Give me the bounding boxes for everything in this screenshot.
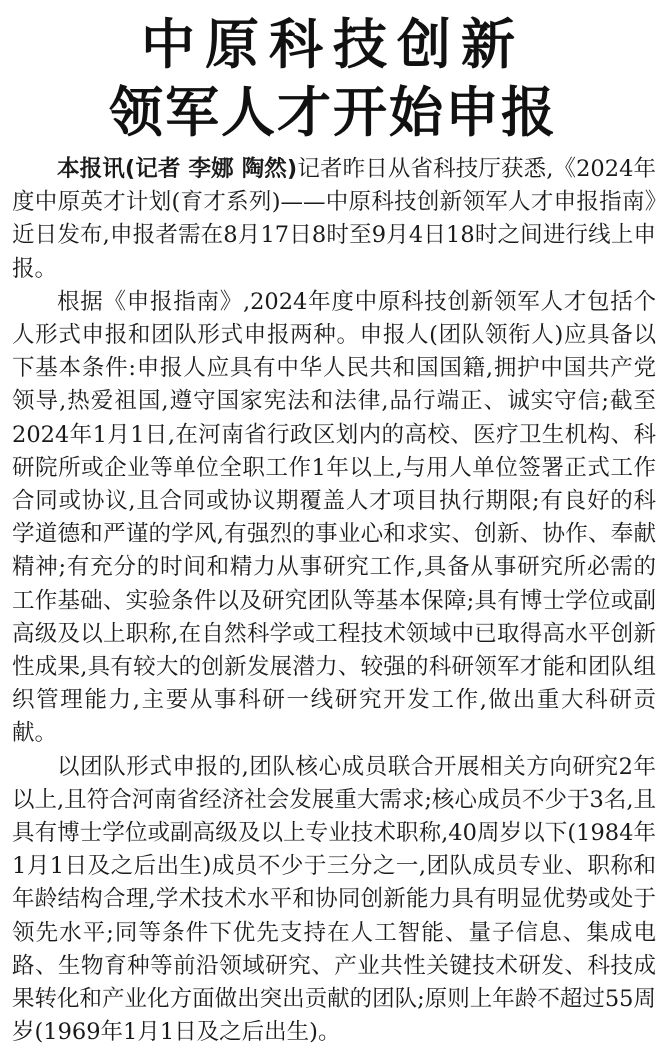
paragraph-2: 根据《申报指南》,2024年度中原科技创新领军人才包括个人形式申报和团队形式申报两种。申报人(团队领衔人)应具备以下基本条件:申报人应具有中华人民共和国国籍,拥护中国共产党领导,热爱祖国,遵守国家宪法和法律,品行端正、诚实守信;截至2024年1月1日,在河南省行政区划内的高校、医疗卫生机构、科研院所或企业等单位全职工作1年以上,与用人单位签署正式工作合同或协议,且合同或协议期覆盖人才项目执行期限;有良好的科学道德和严谨的学风,有强烈的事业心和求实、创新、协作、奉献精神;有充分的时间和精力从事研究工作,具备从事研究所必需的工作基础、实验条件以及研究团队等基本保障;具有博士学位或副高级及以上职称,在自然科学或工程技术领域中已取得高水平创新性成果,具有较大的创新发展潜力、较强的科研领军才能和团队组织管理能力,主要从事科研一线研究开发工作,做出重大科研贡献。	[12, 288, 656, 747]
paragraph-3: 以团队形式申报的,团队核心成员联合开展相关方向研究2年以上,且符合河南省经济社会发展重大需求;核心成员不少于3名,且具有博士学位或副高级及以上专业技术职称,40周岁以下(1984年1月1日及之后出生)成员不少于三分之一,团队成员专业、职称和年龄结构合理,学术技术水平和协同创新能力具有明显优势或处于领先水平;同等条件下优先支持在人工智能、量子信息、集成电路、生物育种等前沿领域研究、产业共性关键技术研发、科技成果转化和产业化方面做出突出贡献的团队;原则上年龄不超过55周岁(1969年1月1日及之后出生)。	[12, 753, 656, 1046]
headline-line-2: 领军人才开始申报	[109, 81, 557, 144]
byline: 本报讯(记者 李娜 陶然)	[57, 156, 298, 182]
article-body	[12, 153, 656, 1049]
paragraph-1-text: 记者昨日从省科技厅获悉,《2024年度中原英才计划(育才系列)——中原科技创新领军人才申报指南》近日发布,申报者需在8月17日8时至9月4日18时之间进行线上申报。	[12, 156, 657, 282]
paragraph-1	[12, 153, 656, 286]
headline-line-1: 中原科技创新	[141, 13, 525, 76]
